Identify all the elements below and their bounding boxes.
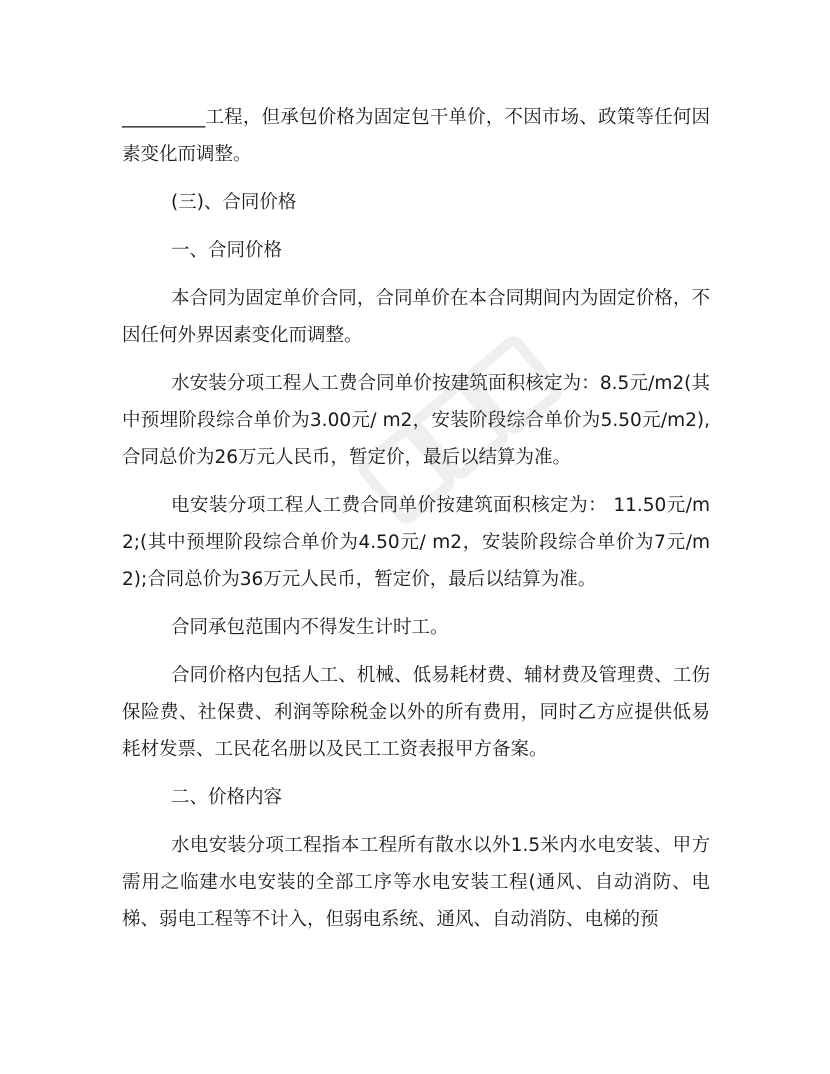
section-heading-contract-price: (三)、合同价格 — [171, 192, 297, 213]
paragraph-electric-installation-price: 电安装分项工程人工费合同单价按建筑面积核定为： 11.50元/m2;(其中预埋阶段综合单价为4.50元/ m2，安装阶段综合单价为7元/m2);合同总价为36万元人民币，暂定价，最后以结算为准。 — [122, 495, 710, 590]
paragraph-price-includes: 合同价格内包括人工、机械、低易耗材费、辅材费及管理费、工伤保险费、社保费、利润等除税金以外的所有费用，同时乙方应提供低易耗材发票、工民花名册以及民工工资表报甲方备案。 — [122, 665, 710, 760]
paragraph-installation-scope: 水电安装分项工程指本工程所有散水以外1.5米内水电安装、甲方需用之临建水电安装的全部工序等水电安装工程(通风、自动消防、电梯、弱电工程等不计入，但弱电系统、通风、自动消防、电梯的预 — [122, 835, 710, 930]
subheading-contract-price: 一、合同价格 — [171, 240, 283, 261]
paragraph-water-installation-price: 水安装分项工程人工费合同单价按建筑面积核定为：8.5元/m2(其中预埋阶段综合单价为3.00元/ m2，安装阶段综合单价为5.50元/m2),合同总价为26万元人民币，暂定价，最后以结算为准。 — [122, 373, 710, 468]
paragraph-1: _________工程，但承包价格为固定包干单价，不因市场、政策等任何因素变化而调整。 — [122, 107, 710, 165]
subheading-price-content: 二、价格内容 — [171, 787, 283, 808]
paragraph-no-hourly-work: 合同承包范围内不得发生计时工。 — [171, 617, 449, 638]
paragraph-fixed-unit-price: 本合同为固定单价合同，合同单价在本合同期间内为固定价格，不因任何外界因素变化而调整。 — [122, 288, 710, 346]
document-body — [122, 99, 710, 949]
